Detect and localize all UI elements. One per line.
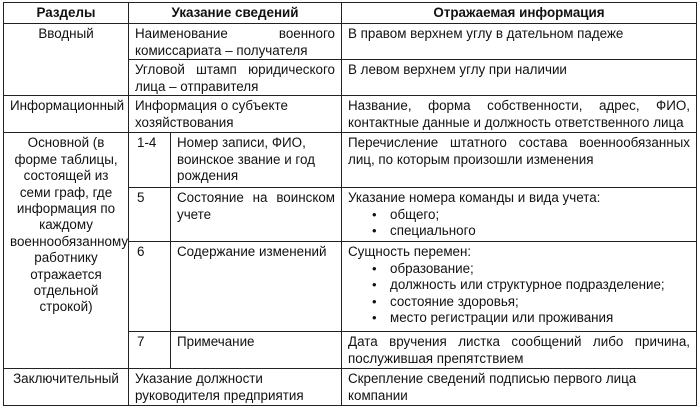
info-value: Название, форма собственности, адрес, ФИО, контактные данные и должность ответственного лица bbox=[342, 96, 697, 133]
main-info-2-lead: Указание номера команды и вида учета: bbox=[348, 190, 601, 206]
list-item: • общего; bbox=[390, 207, 690, 223]
info-item: Информация о субъекте хозяйствования bbox=[129, 96, 342, 133]
info-table bbox=[3, 2, 697, 406]
list-item: • специального bbox=[390, 223, 690, 239]
table-row bbox=[4, 133, 697, 188]
main-info-2-list bbox=[348, 207, 690, 240]
header-reflected-info: Отражаемая информация bbox=[342, 3, 697, 24]
main-info-4: Дата вручения листка сообщений либо причина, послужившая препятствием bbox=[342, 332, 697, 369]
table-header-row bbox=[4, 3, 697, 24]
final-value: Скрепление сведений подписью первого лица компании bbox=[342, 369, 697, 406]
main-info-3-cell bbox=[342, 242, 697, 332]
section-final-name: Заключительный bbox=[4, 369, 129, 406]
main-item-3: Содержание изменений bbox=[171, 242, 342, 332]
list-item: • образование; bbox=[390, 261, 690, 277]
main-item-1: Номер записи, ФИО, воинское звание и год рождения bbox=[171, 133, 342, 188]
main-info-1: Перечисление штатного состава военнообязанных лиц, по которым произошли изменения bbox=[342, 133, 697, 188]
section-info-name: Информационный bbox=[4, 96, 129, 133]
header-sections: Разделы bbox=[4, 3, 129, 24]
list-item: • место регистрации или проживания bbox=[390, 310, 690, 326]
main-info-3-list bbox=[348, 261, 690, 327]
header-details: Указание сведений bbox=[129, 3, 342, 24]
list-item: • состояние здоровья; bbox=[390, 294, 690, 310]
intro-info-2: В левом верхнем углу при наличии bbox=[342, 60, 697, 96]
document-page bbox=[3, 2, 696, 403]
final-item: Указание должности руководителя предприятия bbox=[129, 369, 342, 406]
intro-item-2: Угловой штамп юридического лица – отправителя bbox=[129, 60, 342, 96]
table-row bbox=[4, 369, 697, 406]
main-num-3: 6 bbox=[129, 242, 171, 332]
section-intro-name: Вводный bbox=[4, 24, 129, 96]
intro-item-1: Наименование военного комиссариата – получателя bbox=[129, 24, 342, 60]
main-item-2: Состояние на воинском учете bbox=[171, 188, 342, 242]
main-num-4: 7 bbox=[129, 332, 171, 369]
table-row bbox=[4, 24, 697, 60]
section-main-name: Основной (в форме таблицы, состоящей из семи граф, где информация по каждому военнообязанному работнику отражается отдельной строкой) bbox=[4, 133, 129, 369]
main-num-1: 1-4 bbox=[129, 133, 171, 188]
table-row bbox=[4, 96, 697, 133]
main-num-2: 5 bbox=[129, 188, 171, 242]
intro-info-1: В правом верхнем углу в дательном падеже bbox=[342, 24, 697, 60]
main-info-2-cell bbox=[342, 188, 697, 242]
main-info-3-lead: Сущность перемен: bbox=[348, 244, 472, 260]
list-item: • должность или структурное подразделение; bbox=[390, 277, 690, 293]
main-item-4: Примечание bbox=[171, 332, 342, 369]
